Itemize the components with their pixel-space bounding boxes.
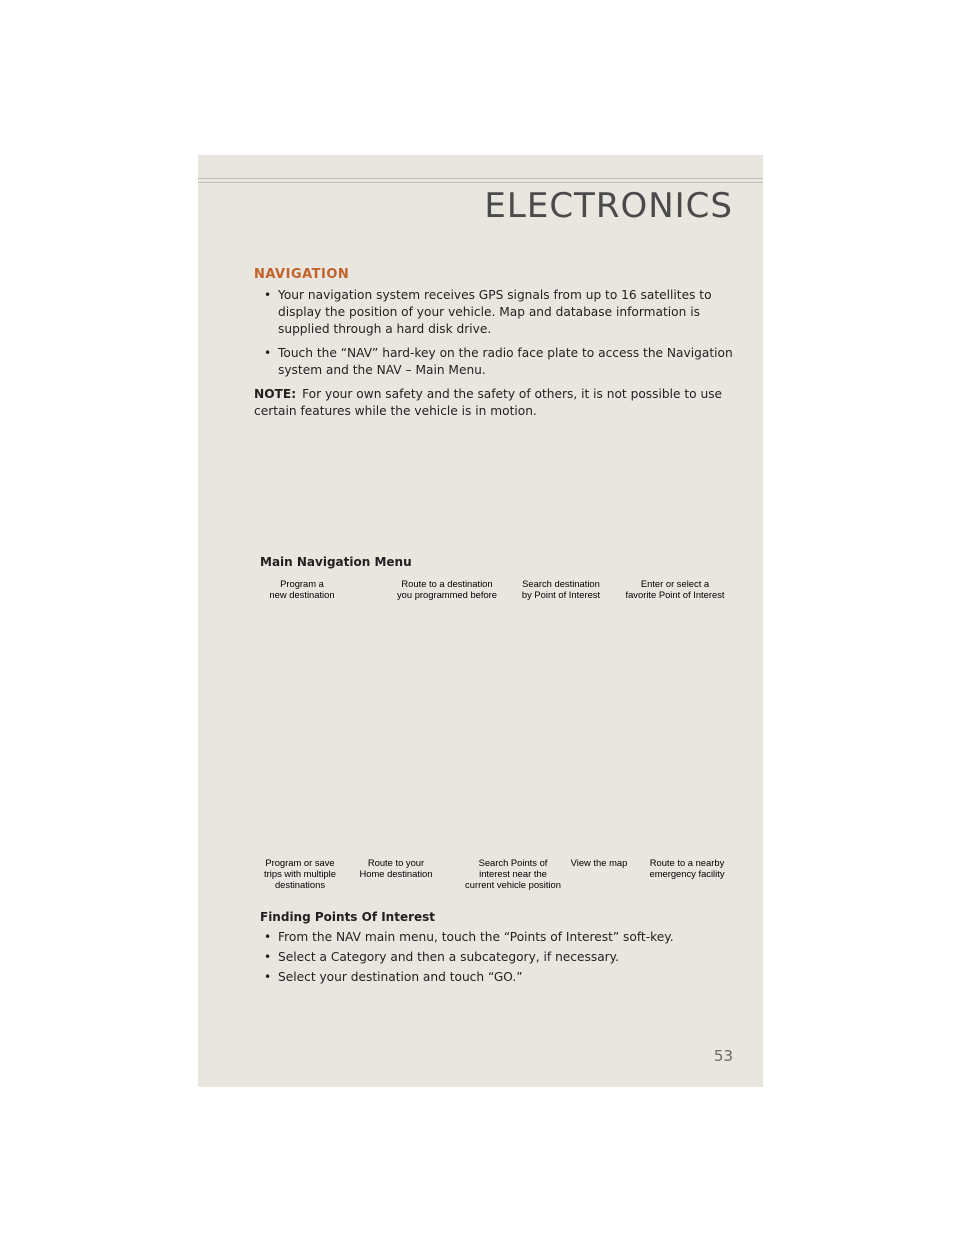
list-item: • Select your destination and touch “GO.” — [264, 969, 740, 986]
caption-search-poi: Search destination by Point of Interest — [521, 578, 601, 600]
navigation-bullets — [254, 287, 736, 379]
section-title: ELECTRONICS — [484, 186, 733, 226]
header-rule — [198, 182, 763, 183]
caption-favorite-poi: Enter or select a favorite Point of Interest — [625, 578, 725, 600]
manual-page — [198, 155, 763, 1087]
finding-poi-section — [260, 909, 740, 989]
caption-multiple-destinations: Program or save trips with multiple destinations — [264, 857, 336, 890]
note — [254, 386, 736, 420]
list-item: • Select a Category and then a subcategory, if necessary. — [264, 949, 740, 966]
list-item: • From the NAV main menu, touch the “Points of Interest” soft-key. — [264, 929, 740, 946]
note-text: For your own safety and the safety of others, it is not possible to use certain features while the vehicle is in motion. — [254, 387, 723, 418]
caption-emergency-facility: Route to a nearby emergency facility — [649, 857, 725, 879]
navigation-section — [254, 266, 736, 420]
navigation-heading: NAVIGATION — [254, 267, 350, 282]
caption-home-destination: Route to your Home destination — [359, 857, 433, 879]
list-item: • Your navigation system receives GPS signals from up to 16 satellites to display the position of your vehicle. Map and database information is supplied through a hard disk drive. — [264, 287, 736, 338]
nav-screen-image-area — [260, 603, 732, 855]
note-label: NOTE: — [254, 387, 297, 401]
caption-view-map: View the map — [570, 857, 628, 868]
caption-route-programmed-destination: Route to a destination you programmed before — [396, 578, 498, 600]
list-item: • Touch the “NAV” hard-key on the radio face plate to access the Navigation system and the NAV – Main Menu. — [264, 345, 736, 379]
main-navigation-menu-figure — [254, 555, 740, 893]
header-rule — [198, 178, 763, 179]
caption-poi-near-vehicle: Search Points of interest near the current vehicle position — [465, 857, 561, 890]
figure-title: Main Navigation Menu — [260, 555, 412, 569]
page-number: 53 — [713, 1047, 733, 1065]
caption-program-new-destination: Program a new destination — [269, 578, 335, 600]
finding-poi-bullets — [260, 929, 740, 986]
finding-poi-heading: Finding Points Of Interest — [260, 910, 436, 924]
